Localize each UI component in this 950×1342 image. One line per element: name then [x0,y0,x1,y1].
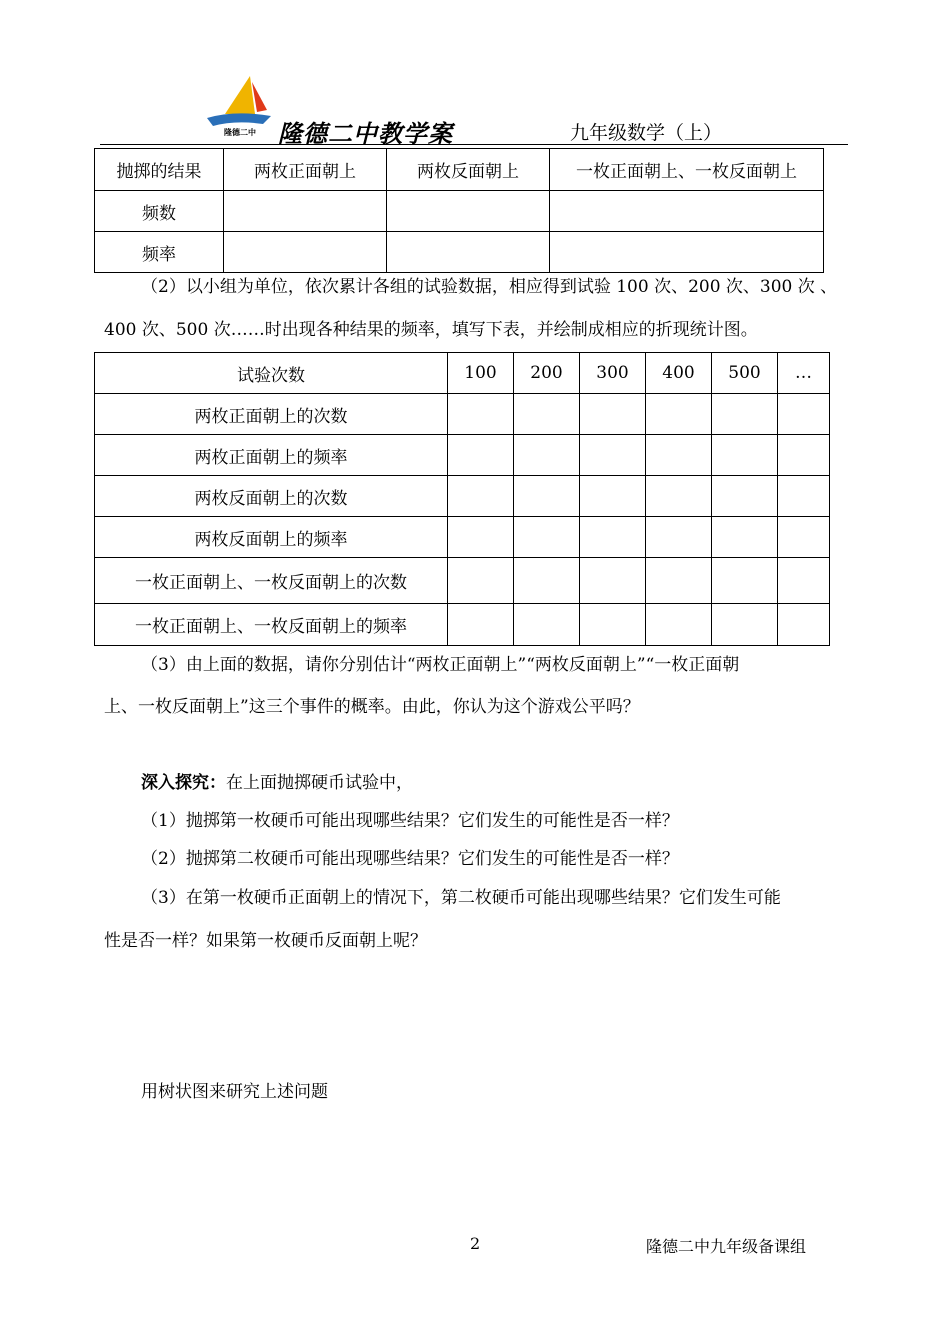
logo-text: 隆德二中 [224,128,256,137]
table2-cell[interactable] [778,435,830,476]
table2-header-cell: 100 [448,353,514,394]
table2-cell[interactable] [778,558,830,604]
paragraph-2-line-2: 400 次、500 次……时出现各种结果的频率，填写下表，并绘制成相应的折现统计图。 [104,320,758,340]
table1-cell[interactable] [224,191,387,232]
table2-header-cell: 300 [580,353,646,394]
header-rule [100,144,848,145]
table2-row-label: 两枚正面朝上的次数 [95,394,448,435]
table1-cell[interactable] [550,232,824,273]
table2-cell[interactable] [448,604,514,646]
table2-header-cell: 400 [646,353,712,394]
table2-cell[interactable] [448,435,514,476]
table2-cell[interactable] [580,517,646,558]
table2-cell[interactable] [778,604,830,646]
table2-cell[interactable] [448,394,514,435]
table2-cell[interactable] [646,558,712,604]
table2-cell[interactable] [712,604,778,646]
header-title: 隆德二中教学案 [278,120,453,148]
table2-cell[interactable] [712,435,778,476]
table1-cell[interactable] [387,232,550,273]
table2-cell[interactable] [514,476,580,517]
table2-cell[interactable] [580,558,646,604]
table2-cell[interactable] [646,476,712,517]
table1-cell[interactable] [550,191,824,232]
explore-intro-text: 在上面抛掷硬币试验中， [226,773,413,793]
explore-question-2: （2）抛掷第二枚硬币可能出现哪些结果？它们发生的可能性是否一样？ [141,849,679,869]
tree-diagram-note: 用树状图来研究上述问题 [141,1082,328,1102]
table1-row-label: 频数 [95,191,224,232]
table2-row-label: 一枚正面朝上、一枚反面朝上的频率 [95,604,448,646]
frequency-table [94,352,830,646]
table2-cell[interactable] [514,517,580,558]
paragraph-3-line-1: （3）由上面的数据，请你分别估计“两枚正面朝上”“两枚反面朝上”“一枚正面朝 [141,655,740,675]
table2-cell[interactable] [514,558,580,604]
explore-label: 深入探究： [141,773,226,793]
table2-cell[interactable] [514,394,580,435]
table2-cell[interactable] [448,517,514,558]
table2-header-cell: 500 [712,353,778,394]
table2-cell[interactable] [580,435,646,476]
table2-cell[interactable] [448,476,514,517]
footer-group: 隆德二中九年级备课组 [646,1237,807,1256]
table2-cell[interactable] [514,604,580,646]
table2-cell[interactable] [712,394,778,435]
explore-intro [141,773,413,793]
table1-header-cell: 两枚反面朝上 [387,149,550,191]
table1-cell[interactable] [387,191,550,232]
table2-cell[interactable] [514,435,580,476]
table2-cell[interactable] [712,476,778,517]
table2-cell[interactable] [778,517,830,558]
table2-header-cell: 200 [514,353,580,394]
table2-cell[interactable] [580,476,646,517]
table1-header-cell: 抛掷的结果 [95,149,224,191]
table2-cell[interactable] [778,394,830,435]
paragraph-2-line-1: （2）以小组为单位，依次累计各组的试验数据，相应得到试验 100 次、200 次、300 次 、 [141,277,838,297]
table2-cell[interactable] [646,435,712,476]
table2-cell[interactable] [646,394,712,435]
result-table [94,148,824,273]
table1-header-cell: 一枚正面朝上、一枚反面朝上 [550,149,824,191]
table2-header-cell: … [778,353,830,394]
table2-cell[interactable] [712,558,778,604]
table2-row-label: 一枚正面朝上、一枚反面朝上的次数 [95,558,448,604]
explore-question-3-line-1: （3）在第一枚硬币正面朝上的情况下，第二枚硬币可能出现哪些结果？它们发生可能 [141,888,781,908]
table2-cell[interactable] [646,517,712,558]
table2-cell[interactable] [646,604,712,646]
table2-header-cell: 试验次数 [95,353,448,394]
table1-cell[interactable] [224,232,387,273]
table1-header-cell: 两枚正面朝上 [224,149,387,191]
table2-cell[interactable] [448,558,514,604]
table2-cell[interactable] [712,517,778,558]
explore-question-3-line-2: 性是否一样？如果第一枚硬币反面朝上呢？ [104,931,427,951]
table2-row-label: 两枚反面朝上的次数 [95,476,448,517]
table2-cell[interactable] [580,604,646,646]
explore-question-1: （1）抛掷第一枚硬币可能出现哪些结果？它们发生的可能性是否一样？ [141,811,679,831]
header-subtitle: 九年级数学（上） [570,122,723,144]
table2-cell[interactable] [580,394,646,435]
table1-row-label: 频率 [95,232,224,273]
table2-row-label: 两枚反面朝上的频率 [95,517,448,558]
table2-row-label: 两枚正面朝上的频率 [95,435,448,476]
table2-cell[interactable] [778,476,830,517]
paragraph-3-line-2: 上、一枚反面朝上”这三个事件的概率。由此，你认为这个游戏公平吗？ [104,697,640,717]
page-number: 2 [470,1234,481,1253]
